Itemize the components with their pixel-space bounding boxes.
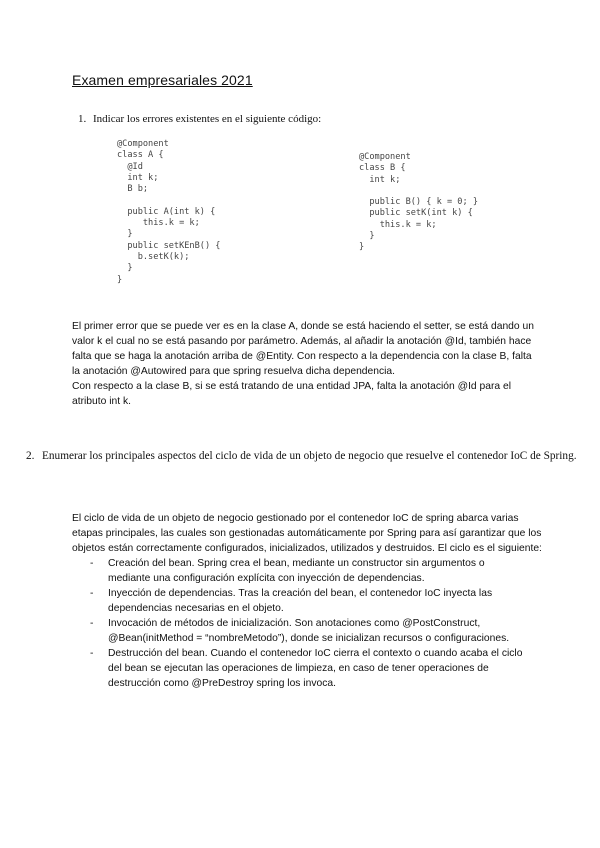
answer-1 <box>72 319 542 409</box>
code-line: class B { <box>359 163 406 174</box>
code-line: public B() { k = 0; } <box>359 197 478 208</box>
code-line: public setK(int k) { <box>359 208 473 219</box>
code-line: b.setK(k); <box>117 251 190 262</box>
code-line: int k; <box>359 174 401 185</box>
question-2-number: 2. <box>26 450 35 462</box>
code-line: @Component <box>117 139 169 149</box>
code-block-class-b <box>359 152 478 254</box>
list-item-text: Invocación de métodos de inicialización. Son anotaciones como @PostConstruct, @Bean(initMethod = “nombreMetodo”), donde se inicializan recursos o configuraciones. <box>108 618 510 644</box>
answer-1-paragraph: El primer error que se puede ver es en la clase A, donde se está haciendo el setter, se está dando un valor k el cual no se está pasando por parámetro. Además, al añadir la anotación @Id, también hace falta que se haga la anotación arriba de @Entity. Con respecto a la dependencia con la clase B, falta la anotación @Autowired para que spring resuelva dicha dependencia. <box>72 321 534 377</box>
lifecycle-list <box>72 556 542 691</box>
code-line: class A { <box>117 150 164 161</box>
code-line: public A(int k) { <box>117 206 216 217</box>
code-line: int k; <box>117 172 159 183</box>
question-1-text: Indicar los errores existentes en el siguiente código: <box>93 113 322 125</box>
question-2-text: Enumerar los principales aspectos del ciclo de vida de un objeto de negocio que resuelve el contenedor IoC de Spring. <box>42 450 577 462</box>
question-1-number: 1. <box>78 113 87 125</box>
code-line: public setKEnB() { <box>117 240 221 251</box>
code-line: } <box>359 242 365 253</box>
list-bullet: - <box>90 618 94 629</box>
question-1 <box>78 113 321 125</box>
code-line: } <box>117 263 133 274</box>
code-line: B b; <box>117 184 149 195</box>
code-line: } <box>117 274 123 285</box>
code-line: this.k = k; <box>117 218 200 229</box>
code-line: } <box>359 231 375 242</box>
list-item <box>72 556 526 586</box>
code-line: @Id <box>117 161 143 172</box>
document-title: Examen empresariales 2021 <box>72 72 253 88</box>
code-line: @Component <box>359 152 411 162</box>
code-line: this.k = k; <box>359 219 437 230</box>
list-bullet: - <box>90 588 94 599</box>
list-item <box>72 586 526 616</box>
list-item <box>72 616 526 646</box>
list-bullet: - <box>90 648 94 659</box>
list-item-text: Destrucción del bean. Cuando el contenedor IoC cierra el contexto o cuando acaba el ciclo del bean se ejecutan las operaciones de limpieza, en caso de tener operaciones de destrucción como @PreDestroy spring los invoca. <box>108 648 523 689</box>
code-line: } <box>117 229 133 240</box>
list-bullet: - <box>90 558 94 569</box>
question-2 <box>26 448 597 464</box>
answer-2 <box>72 511 542 691</box>
list-item-text: Inyección de dependencias. Tras la creación del bean, el contenedor IoC inyecta las dependencias necesarias en el objeto. <box>108 588 493 614</box>
answer-1-paragraph: Con respecto a la clase B, si se está tratando de una entidad JPA, falta la anotación @Id para el atributo int k. <box>72 381 511 407</box>
list-item <box>72 646 526 691</box>
code-block-class-a <box>117 139 220 286</box>
answer-2-intro: El ciclo de vida de un objeto de negocio gestionado por el contenedor IoC de spring abarca varias etapas principales, las cuales son gestionadas automáticamente por Spring para así garantizar que los objetos están correctamente configurados, inicializados, utilizados y destruidos. El ciclo es el siguiente: <box>72 513 542 554</box>
list-item-text: Creación del bean. Spring crea el bean, mediante un constructor sin argumentos o mediante una configuración explícita con inyección de dependencias. <box>108 558 485 584</box>
